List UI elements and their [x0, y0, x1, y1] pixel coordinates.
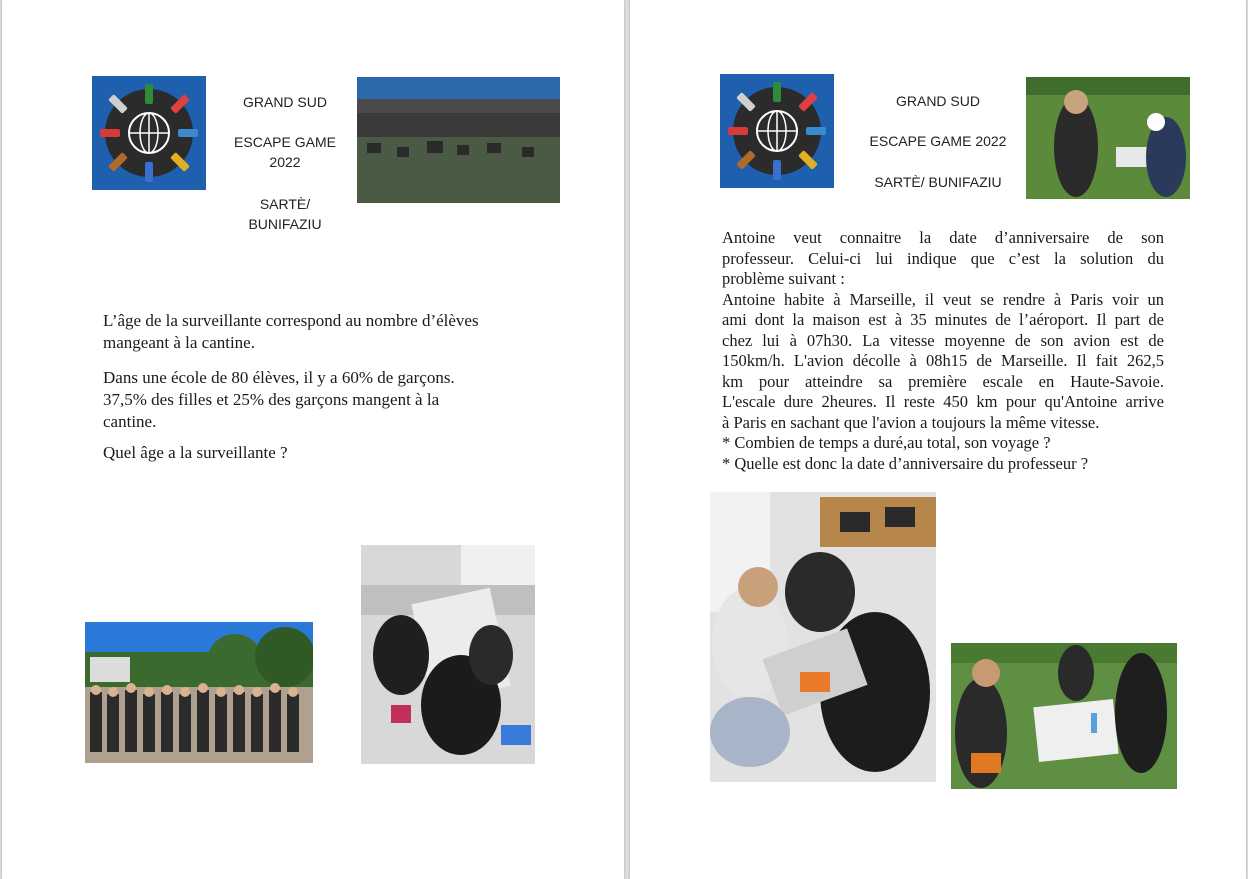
group-photo — [85, 622, 313, 763]
header-location — [227, 194, 343, 234]
location-text: SARTÈ/ BUNIFAZIU — [874, 174, 1002, 190]
subtitle-line-2: 2022 — [269, 154, 301, 170]
left-problem-question — [103, 442, 573, 464]
problem-line-10: à Paris en sachant que l'avion a toujours la même vitesse. — [722, 412, 1100, 432]
problem-line-9: L'escale dure 2heures. Il reste 450 km pour qu'Antoine arrive — [722, 392, 1164, 411]
location-line-2: BUNIFAZIU — [248, 216, 322, 232]
problem-line-4: Antoine habite à Marseille, il veut se rendre à Paris voir un — [722, 289, 1164, 309]
p1-line-1: L’âge de la surveillante correspond au nombre d’élèves — [103, 311, 479, 330]
escape-game-logo — [720, 74, 834, 188]
problem-line-5: ami dont la maison est à 35 minutes de l’aéroport. Il part de — [722, 310, 1164, 329]
subtitle-text: ESCAPE GAME 2022 — [869, 133, 1007, 149]
classroom-photo — [361, 545, 535, 764]
right-problem-text — [722, 228, 1164, 474]
problem-line-2: professeur. Celui-ci lui indique que c’est la solution du — [722, 248, 1164, 268]
outdoor-table-photo — [951, 643, 1177, 789]
escape-game-logo — [92, 76, 206, 190]
left-problem-paragraph-1 — [103, 310, 573, 354]
header-location — [860, 172, 1016, 192]
outdoor-field-photo — [357, 77, 560, 203]
p2-line-2: 37,5% des filles et 25% des garçons mangent à la — [103, 390, 440, 409]
problem-question-2: * Quelle est donc la date d’anniversaire du professeur ? — [722, 453, 1089, 473]
question-text: Quel âge a la surveillante ? — [103, 443, 288, 462]
location-line-1: SARTÈ/ — [259, 196, 311, 212]
outdoor-players-photo — [1026, 77, 1190, 199]
header-subtitle — [227, 132, 343, 172]
problem-line-1: Antoine veut connaitre la date d’anniversaire de son — [722, 228, 1164, 247]
left-page — [2, 0, 624, 879]
classroom-students-photo — [710, 492, 936, 782]
problem-line-3: problème suivant : — [722, 269, 845, 288]
p2-line-3: cantine. — [103, 412, 157, 431]
left-problem-paragraph-2 — [103, 367, 573, 433]
problem-line-6: chez lui à 07h30. La vitesse moyenne de son avion est de — [722, 330, 1164, 350]
title-text: GRAND SUD — [895, 93, 980, 109]
problem-question-1: * Combien de temps a duré,au total, son voyage ? — [722, 433, 1051, 452]
title-text: GRAND SUD — [242, 94, 327, 110]
problem-line-8: km pour atteindre sa première escale en Haute-Savoie. — [722, 371, 1164, 391]
problem-line-7: 150km/h. L'avion décolle à 08h15 de Marseille. Il fait 262,5 — [722, 351, 1164, 370]
header-subtitle — [860, 131, 1016, 151]
header-title — [860, 91, 1016, 111]
p2-line-1: Dans une école de 80 élèves, il y a 60% de garçons. — [103, 368, 455, 387]
p1-line-2: mangeant à la cantine. — [103, 333, 255, 352]
subtitle-line-1: ESCAPE GAME — [234, 134, 336, 150]
header-title — [227, 92, 343, 112]
right-page — [630, 0, 1246, 879]
